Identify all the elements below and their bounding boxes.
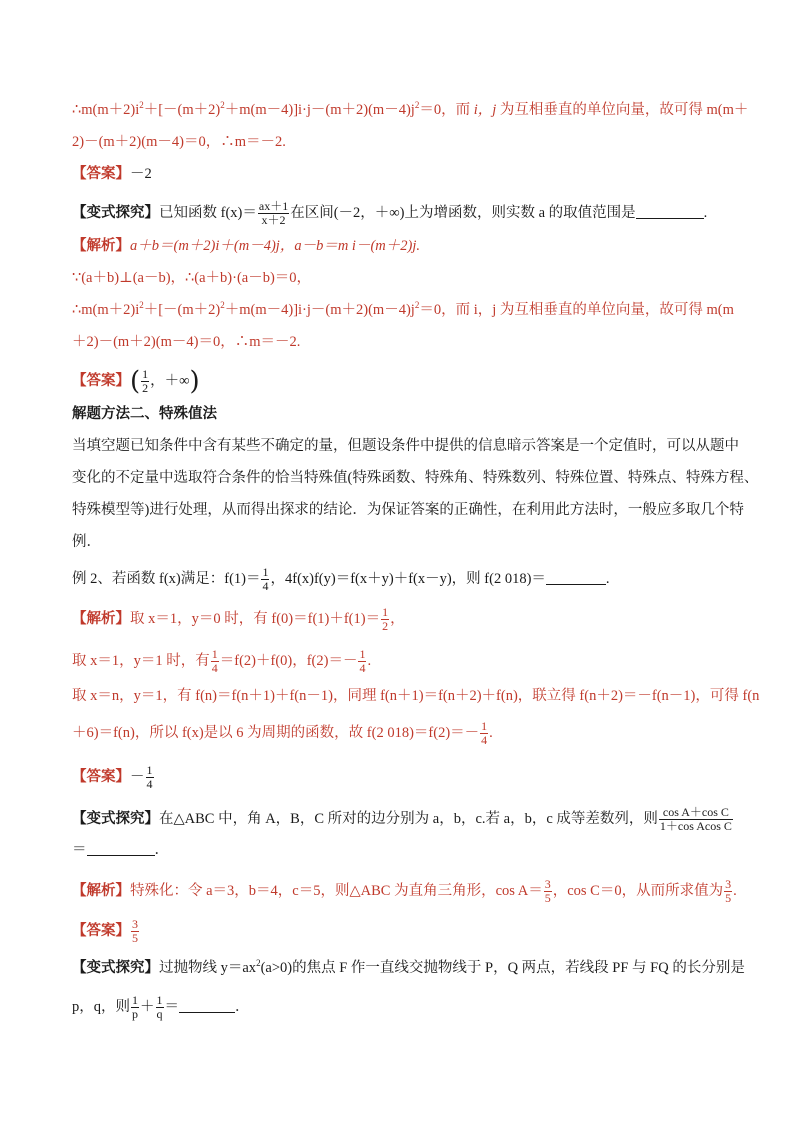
answer-blank[interactable]	[179, 998, 235, 1013]
solution-continuation-line-2: 2)－(m＋2)(m－4)＝0，∴m＝－2.	[72, 134, 286, 150]
fraction	[544, 878, 552, 905]
text: ＋	[140, 998, 155, 1015]
method-heading: 解题方法二、特殊值法	[72, 406, 217, 422]
text: 特殊化：令 a＝3，b＝4，c＝5，则△ABC 为直角三角形，cos A＝	[130, 882, 543, 899]
fraction	[480, 720, 488, 747]
numerator: 1	[146, 763, 153, 777]
fraction	[141, 368, 149, 395]
text: ＝	[72, 842, 87, 858]
denominator: 5	[544, 891, 551, 905]
text: ，	[390, 610, 405, 627]
text: 过抛物线 y＝ax	[159, 960, 257, 976]
text: a＋b＝(m＋2)i＋(m－4)j，a－b＝m i－(m＋2)j.	[130, 238, 420, 254]
text: 在区间(－2，＋∞)上为增函数，则实数 a 的取值范围是	[290, 204, 636, 221]
fraction	[156, 994, 164, 1021]
text: ＋6)＝f(n)，所以 f(x)是以 6 为周期的函数，故 f(2 018)＝f(2)＝－	[72, 724, 480, 741]
text: ＝0，而	[419, 102, 474, 118]
answer-tag: 【答案】	[72, 372, 130, 389]
numerator: 1	[262, 565, 269, 579]
variant-question-2-line-2	[72, 840, 169, 860]
text: ．	[154, 842, 169, 858]
numerator: 1	[132, 993, 138, 1007]
numerator: 1	[156, 993, 163, 1007]
text: i，j	[473, 102, 497, 118]
solution-3	[72, 878, 737, 905]
fraction	[258, 200, 289, 227]
fraction	[131, 918, 139, 945]
method-paragraph-line-3: 特殊模型等)进行处理，从而得出探求的结论．为保证答案的正确性，在利用此方法时，一般应多取几个特	[72, 502, 744, 518]
answer-3	[72, 764, 155, 791]
answer-tag: 【答案】	[72, 768, 130, 785]
text: 取 x＝1，y＝0 时，有 f(0)＝f(1)＋f(1)＝	[130, 610, 381, 627]
text: p，q，则	[72, 998, 130, 1015]
solution-continuation-line-1	[72, 100, 748, 120]
text: ＝	[164, 998, 179, 1015]
text: ＋[－(m＋2)	[143, 102, 221, 118]
variant-question-3	[72, 958, 745, 978]
method-paragraph-line-4: 例．	[72, 534, 101, 550]
answer-blank[interactable]	[87, 841, 155, 856]
answer-value: －2	[130, 166, 152, 182]
method-paragraph-line-2: 变化的不定量中选取符合条件的恰当特殊值(特殊函数、特殊角、特殊数列、特殊位置、特殊点、特殊方程、	[72, 470, 759, 486]
solution-1-line-2: ∵(a＋b)⊥(a－b)，∴(a＋b)·(a－b)＝0，	[72, 270, 312, 286]
superscript: 2	[414, 100, 420, 110]
solution-tag: 【解析】	[72, 610, 130, 627]
solution-tag: 【解析】	[72, 238, 130, 254]
fraction	[381, 606, 389, 633]
fraction	[211, 648, 219, 675]
variant-question-2	[72, 806, 734, 833]
text: .	[367, 652, 372, 669]
denominator: q	[156, 1007, 163, 1021]
text: ＋m(m－4)]i·j－(m＋2)(m－4)j	[224, 302, 415, 318]
solution-tag: 【解析】	[72, 882, 130, 899]
superscript: 2	[139, 100, 144, 110]
denominator: 4	[146, 777, 153, 791]
text: .	[489, 724, 493, 741]
solution-2-line-2	[72, 648, 371, 675]
denominator: 2	[382, 619, 389, 633]
text: 已知函数 f(x)＝	[159, 204, 257, 221]
text: ∴m(m＋2)i	[72, 302, 140, 318]
variant-tag: 【变式探究】	[72, 810, 159, 827]
text: 例 2、若函数 f(x)满足：f(1)＝	[72, 570, 261, 587]
solution-1-line-3	[72, 300, 734, 320]
denominator: 4	[359, 661, 366, 675]
fraction	[146, 764, 154, 791]
solution-2-line-1	[72, 606, 405, 633]
text: 在△ABC 中，角 A，B，C 所对的边分别为 a，b，c.若 a，b，c 成等差数列，则	[159, 810, 658, 827]
numerator: 1	[211, 647, 218, 661]
numerator: 1	[359, 647, 366, 661]
numerator: 1	[382, 605, 389, 619]
denominator: 4	[211, 661, 218, 675]
solution-1-line-1	[72, 236, 420, 256]
denominator: x＋2	[258, 213, 289, 227]
variant-question-3-line-2	[72, 994, 250, 1021]
answer-4	[72, 918, 140, 945]
text: ．	[235, 998, 250, 1015]
numerator: 3	[544, 877, 551, 891]
fraction	[131, 994, 139, 1021]
text: 为互相垂直的单位向量，故可得 m(m＋	[496, 102, 749, 118]
fraction	[358, 648, 366, 675]
superscript: 2	[139, 300, 144, 310]
solution-2-line-3: 取 x＝n，y＝1，有 f(n)＝f(n＋1)＋f(n－1)，同理 f(n＋1)＝f(n＋2)＋f(n)，联立得 f(n＋2)＝－f(n－1)，可得 f(n	[72, 688, 760, 704]
superscript: 2	[220, 100, 225, 110]
fraction	[659, 806, 733, 833]
variant-tag: 【变式探究】	[72, 960, 159, 976]
method-paragraph-line-1: 当填空题已知条件中含有某些不确定的量，但题设条件中提供的信息暗示答案是一个定值时，可以从题中	[72, 438, 739, 454]
answer-blank[interactable]	[546, 570, 606, 585]
solution-1-line-4: ＋2)－(m＋2)(m－4)＝0，∴m＝－2.	[72, 334, 301, 350]
text: .	[703, 204, 708, 221]
text: ＝f(2)＋f(0)，f(2)＝－	[219, 652, 358, 669]
superscript: 2	[220, 300, 225, 310]
denominator: 5	[132, 931, 138, 945]
text: ∴m(m＋2)i	[72, 102, 140, 118]
answer-2: 【答案】( $\frac{1}{2}$ ，＋∞)	[72, 366, 200, 397]
numerator: 3	[132, 917, 138, 931]
denominator: 1＋cos Acos C	[659, 819, 732, 833]
example-2-question	[72, 566, 610, 593]
numerator: 1	[481, 719, 488, 733]
fraction	[261, 566, 269, 593]
text: (a>0)的焦点 F 作一直线交抛物线于 P，Q 两点，若线段 PF 与 FQ 的长分别是	[260, 960, 745, 976]
variant-question-1	[72, 200, 707, 227]
text: ，4f(x)f(y)＝f(x＋y)＋f(x－y)，则 f(2 018)＝	[270, 570, 546, 587]
text: ＝0，而 i，j 为互相垂直的单位向量，故可得 m(m	[419, 302, 734, 318]
text: ＋[－(m＋2)	[143, 302, 221, 318]
denominator: 5	[725, 891, 732, 905]
numerator: cos A＋cos C	[662, 805, 729, 819]
text: .	[605, 570, 610, 587]
answer-blank[interactable]	[636, 204, 704, 219]
numerator: 1	[142, 367, 149, 381]
denominator: 2	[142, 381, 149, 395]
numerator: ax＋1	[258, 199, 289, 213]
text: ，cos C＝0，从而所求值为	[552, 882, 724, 899]
text: ，＋∞	[150, 372, 190, 389]
answer-tag: 【答案】	[72, 166, 130, 182]
fraction	[724, 878, 732, 905]
superscript: 2	[414, 300, 420, 310]
answer-1	[72, 164, 152, 184]
text: .	[733, 882, 737, 899]
answer-tag: 【答案】	[72, 922, 130, 939]
superscript: 2	[256, 958, 261, 968]
solution-2-line-4	[72, 720, 493, 747]
denominator: 4	[481, 733, 488, 747]
text: －	[130, 768, 145, 785]
text: ＋m(m－4)]i·j－(m＋2)(m－4)j	[224, 102, 415, 118]
text: 取 x＝1，y＝1 时，有	[72, 652, 210, 669]
denominator: p	[132, 1007, 138, 1021]
variant-tag: 【变式探究】	[72, 204, 159, 221]
numerator: 3	[725, 877, 732, 891]
denominator: 4	[262, 579, 269, 593]
